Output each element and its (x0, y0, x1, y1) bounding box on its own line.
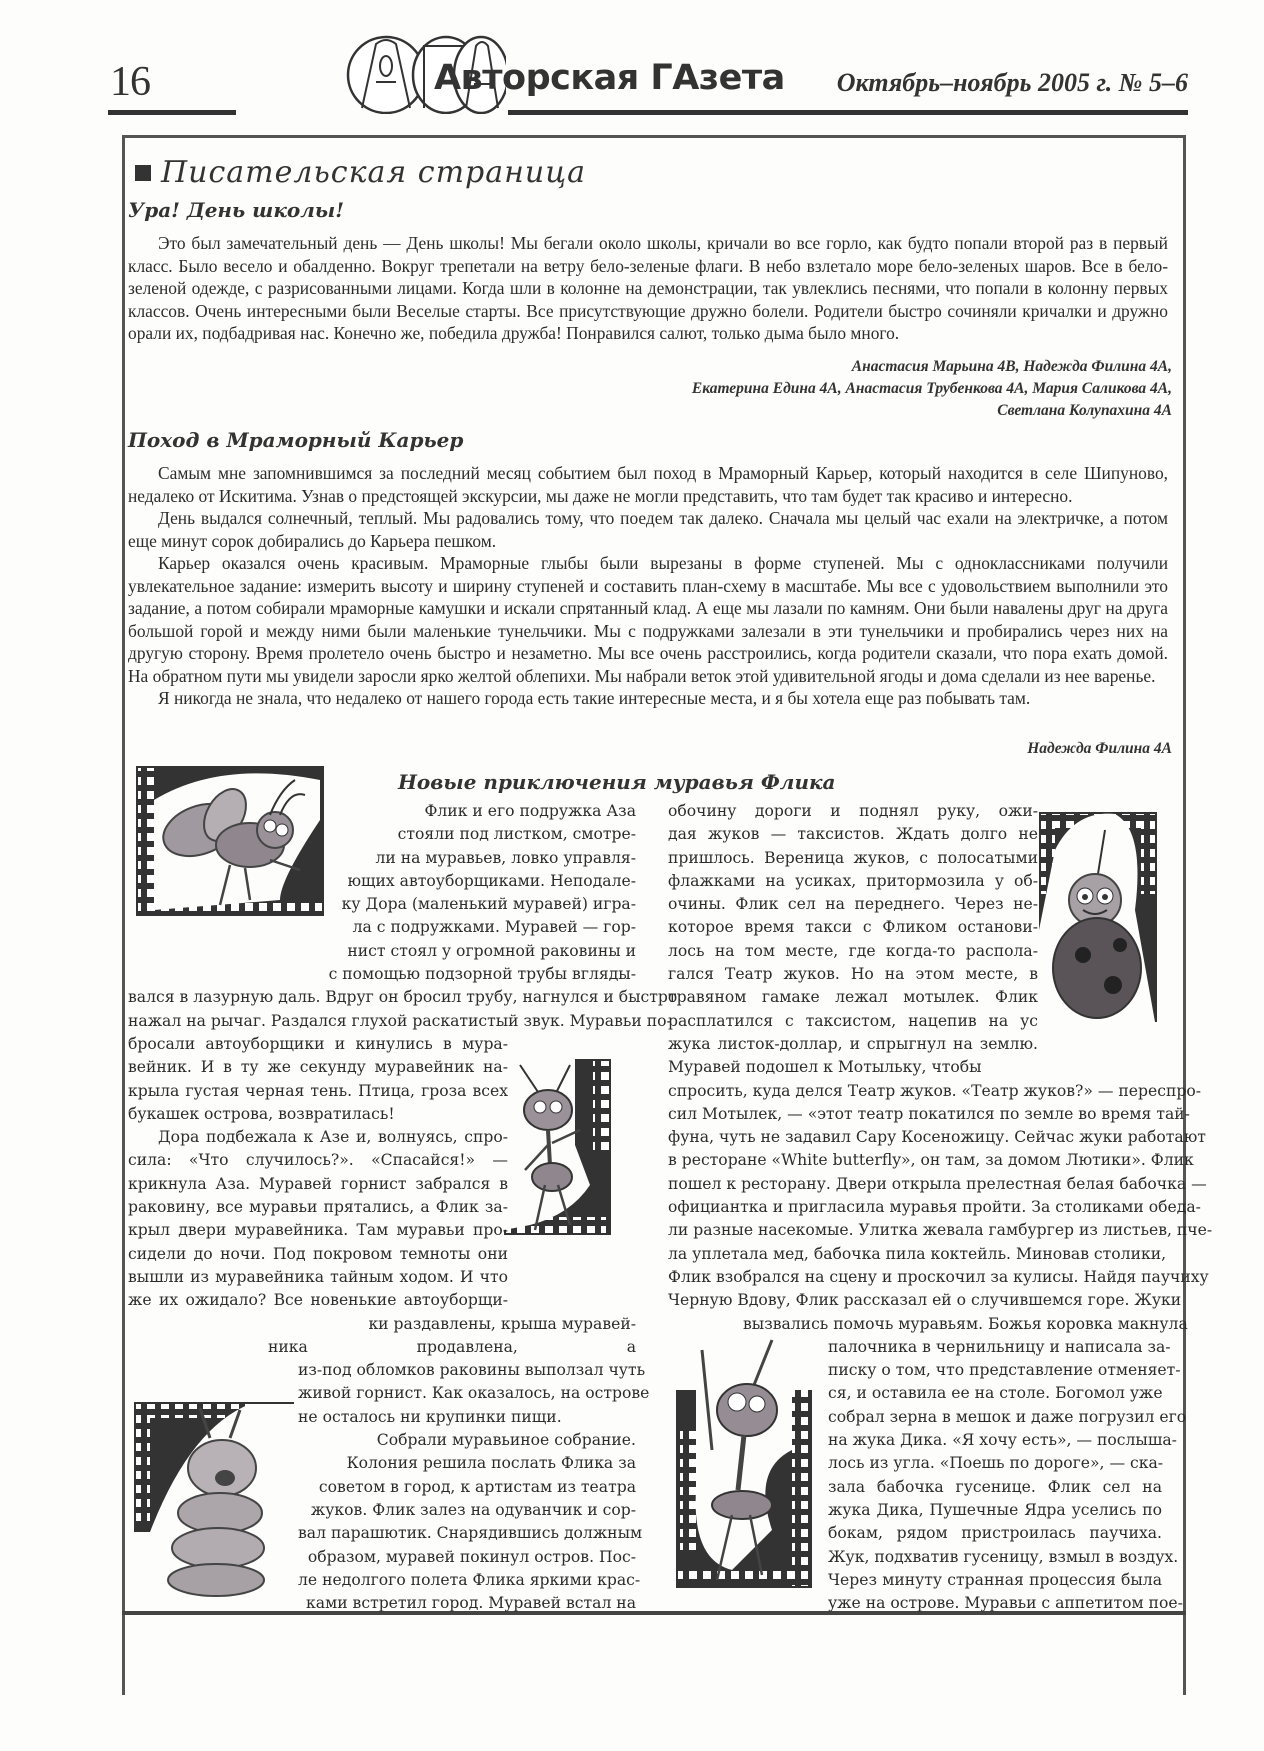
byline-line: Екатерина Едина 4А, Анастасия Трубенкова 4А, Мария Саликова 4А, (691, 380, 1172, 397)
story-line: зала бабочка гусенице. Флик сел на (828, 1477, 1162, 1496)
story-line: травяном гамаке лежал мотылек. Флик (668, 988, 1038, 1007)
story-line: крыла густая черная тень. Птица, гроза всех (128, 1081, 508, 1100)
story-line: крикнула Аза. Муравей горнист забрался в (128, 1174, 508, 1193)
byline-line: Анастасия Марьина 4В, Надежда Филина 4А, (851, 358, 1172, 375)
story-left-column (128, 800, 678, 1615)
story-line: официантка и пригласила муравья пройти. За столиками обеда- (668, 1198, 1201, 1217)
story-line: ли разные насекомые. Улитка жевала гамбургер из листьев, пче- (668, 1221, 1213, 1240)
story-line: Муравей подошел к Мотыльку, чтобы (668, 1058, 982, 1077)
story-line: ле недолгого полета Флика яркими крас- (298, 1570, 641, 1589)
story-line: на жука Дика. «Я хочу есть», — послыша- (828, 1431, 1177, 1450)
paragraph: Я никогда не знала, что недалеко от нашего города есть такие интересные места, и я бы хотела еще раз побывать там. (158, 688, 1031, 708)
story-line: Флик взобрался на сцену и проскочил за кулисы. Найдя паучиху (668, 1267, 1209, 1286)
byline-marble-quarry (1027, 738, 1172, 760)
story-line: бокам, рядом пристроилась паучиха. (828, 1524, 1162, 1543)
story-line: крыл двери муравейника. Там муравьи про- (128, 1221, 508, 1240)
square-bullet-icon (135, 165, 151, 181)
story-line: не осталось ни крупинки пищи. (298, 1407, 562, 1426)
story-line: Дора подбежала к Азе и, волнуясь, спро- (158, 1128, 508, 1147)
story-line: лось на том месте, где когда-то распола- (668, 941, 1038, 960)
story-line: ющих автоуборщиками. Неподале- (347, 871, 636, 890)
story-line: вался в лазурную даль. Вдруг он бросил трубу, нагнулся и быстро (128, 988, 678, 1007)
story-line: советом в город, к артистам из театра (318, 1477, 636, 1496)
story-line: Собрали муравьиное собрание. (376, 1431, 636, 1450)
article-title-school-day: Ура! День школы! (128, 198, 344, 222)
story-line: собрал зерна в мешок и даже погрузил его (828, 1407, 1187, 1426)
story-line: в ресторане «White butterfly», он там, за домом Лютики». Флик (668, 1151, 1194, 1170)
byline-line: Светлана Колупахина 4А (997, 402, 1172, 419)
section-title-text: Писательская страница (161, 155, 587, 190)
story-line: Через минуту странная процессия была (828, 1570, 1162, 1589)
story-line: сил Мотылек, — «этот театр покатился по земле во время тай- (668, 1104, 1190, 1123)
story-line: очины. Флик сел на переднего. Через не- (668, 895, 1038, 914)
masthead-rule-right (508, 110, 1188, 115)
story-line: спросить, куда делся Театр жуков. «Театр жуков?» — переспро- (668, 1081, 1202, 1100)
story-line: обочину дороги и поднял руку, ожи- (668, 802, 1038, 820)
article-body-marble-quarry (128, 462, 1168, 710)
story-line: вал парашютик. Снарядившись должным (298, 1524, 643, 1543)
story-line: ла с подружками. Муравей — гор- (352, 918, 636, 937)
story-line: сидели до ночи. Под покровом темноты они (128, 1244, 508, 1263)
story-line: пришлось. Вереница жуков, с полосатыми (668, 848, 1038, 867)
story-line: флажками на усиках, притормозила у об- (668, 871, 1038, 890)
story-line: живой горнист. Как оказалось, на острове (298, 1384, 650, 1403)
story-line: ками встретил город. Муравей встал на (306, 1594, 636, 1613)
article-title-marble-quarry: Поход в Мраморный Карьер (128, 428, 464, 452)
story-line: которое время такси с Фликом останови- (668, 918, 1038, 937)
byline-line: Надежда Филина 4А (1027, 740, 1172, 757)
story-line: Черную Вдову, Флик рассказал ей о случившемся горе. Жуки (668, 1291, 1182, 1310)
story-line: фуна, чуть не задавил Сару Косеножицу. Сейчас жуки работают (668, 1128, 1206, 1147)
story-line: палочника в чернильницу и написала за- (828, 1337, 1171, 1356)
story-line: образом, муравей покинул остров. Пос- (307, 1547, 636, 1566)
section-title (135, 155, 586, 190)
story-right-column (668, 800, 1213, 1615)
article-title-flik: Новые приключения муравья Флика (398, 770, 836, 794)
story-line: сила: «Что случилось?». «Спасайся!» — (128, 1151, 508, 1170)
story-line: Колония решила послать Флика за (346, 1454, 636, 1473)
story-line: из-под обломков раковины выползал чуть (298, 1361, 646, 1380)
paragraph: День выдался солнечный, теплый. Мы радовались тому, что поедем так далеко. Сначала мы целый час ехали на электричке, а потом еще минут сорок добирались до Карьера пешком. (128, 508, 1168, 551)
story-line: ку Дора (маленький муравей) игра- (341, 895, 636, 914)
story-line: расплатился с таксистом, нацепив на ус (668, 1011, 1038, 1030)
story-line: вейник. И в ту же секунду муравейник на- (128, 1058, 508, 1077)
issue-date: Октябрь–ноябрь 2005 г. № 5–6 (836, 68, 1188, 97)
story-line: ки раздавлены, крыша муравей- (368, 1314, 636, 1333)
story-line: вышли из муравейника тайным ходом. И что (128, 1267, 508, 1286)
paper-title: Авторская ГАзета (434, 58, 785, 98)
masthead-rule-left (108, 110, 236, 115)
story-line: ли на муравьев, ловко управля- (375, 848, 636, 867)
story-line: с помощью подзорной трубы вгляды- (328, 965, 636, 984)
story-line: нист стоял у огромной раковины и (347, 941, 636, 960)
article-body-school-day (128, 232, 1168, 345)
story-line: раковину, все муравьи прятались, а Флик за- (128, 1198, 508, 1217)
paragraph: Карьер оказался очень красивым. Мраморные глыбы были вырезаны в форме ступеней. Мы с одноклассниками получили увлекательное задание: измерить высоту и ширину ступеней и составить план-схему в масштабе. Мы все с удовольствием выполнили это задание, а потом собирали мраморные камушки и искали спрятанный клад. А еще мы лазали по камням. Они были навалены друг на друга большой горой и между ними были маленькие тунельчики. Мы с подружками залезали в эти тунельчики и пробирались через них на другую сторону. Время пролетело очень быстро и незаметно. Мы все очень расстроились, когда родители сказали, что пора ехать домой. На обратном пути мы увидели заросли ярко желтой облепихи. Мы набрали веток этой удивительной ягоды и дома сделали из нее варенье. (128, 553, 1168, 686)
story-line: жука листок-доллар, и спрыгнул на землю. (668, 1034, 1038, 1053)
story-line: же их ожидало? Все новенькие автоуборщи- (128, 1291, 508, 1310)
paragraph: Это был замечательный день — День школы! Мы бегали около школы, кричали во все горло, как будто попали второй раз в первый класс. Было весело и обалденно. Вокруг трепетали на ветру бело-зеленые флаги. В небо взлетало море бело-зеленых шаров. Все в бело-зеленой одежде, с разрисованными лицами. Когда шли в колонне на демонстрации, так увлеклись песнями, что попали в колонну первых классов. Очень интересными были Веселые старты. Все присутствующие дружно болели. Родители быстро сочиняли кричалки и дружно орали их, подбадривая нас. Конечно же, победила дружба! Понравился салют, только дыма было много. (128, 233, 1168, 343)
story-line: лось из угла. «Поешь по дороге», — ска- (828, 1454, 1164, 1473)
byline-school-day (692, 356, 1172, 422)
story-line: букашек острова, возвратилась! (128, 1104, 395, 1123)
story-line: Флик и его подружка Аза (424, 802, 636, 820)
story-line: ся, и оставила ее на столе. Богомол уже (828, 1384, 1163, 1403)
story-line: ника продавлена, а (268, 1337, 636, 1356)
masthead (108, 32, 1188, 114)
story-line: уже на острове. Муравьи с аппетитом пое- (828, 1594, 1183, 1613)
story-line: стояли под листком, смотре- (397, 825, 636, 844)
page-number: 16 (110, 59, 150, 105)
story-line: писку о том, что представление отменяет- (828, 1361, 1181, 1380)
story-line: нажал на рычаг. Раздался глухой раскатистый звук. Муравьи по- (128, 1011, 672, 1030)
story-line: гался Театр жуков. Но на этом месте, в (668, 965, 1038, 984)
story-line: пошел к ресторану. Двери открыла прелестная белая бабочка — (668, 1174, 1207, 1193)
story-line: жука Дика, Пушечные Ядра уселись по (828, 1500, 1162, 1519)
story-line: ла уплетала мед, бабочка пила коктейль. Миновав столики, (668, 1244, 1167, 1263)
story-line: Жук, подхватив гусеницу, взмыл в воздух. (828, 1547, 1179, 1566)
paragraph: Самым мне запомнившимся за последний месяц событием был поход в Мраморный Карьер, который находится в селе Шипуново, недалеко от Искитима. Узнав о предстоящей экскурсии, мы даже не могли представить, что там будет так красиво и интересно. (128, 463, 1168, 506)
story-line: дая жуков — таксистов. Ждать долго не (668, 825, 1038, 844)
story-line: вызвались помочь муравьям. Божья коровка макнула (743, 1314, 1188, 1333)
story-line: жуков. Флик залез на одуванчик и сор- (310, 1500, 636, 1519)
story-line: бросали автоуборщики и кинулись в мура- (128, 1034, 508, 1053)
